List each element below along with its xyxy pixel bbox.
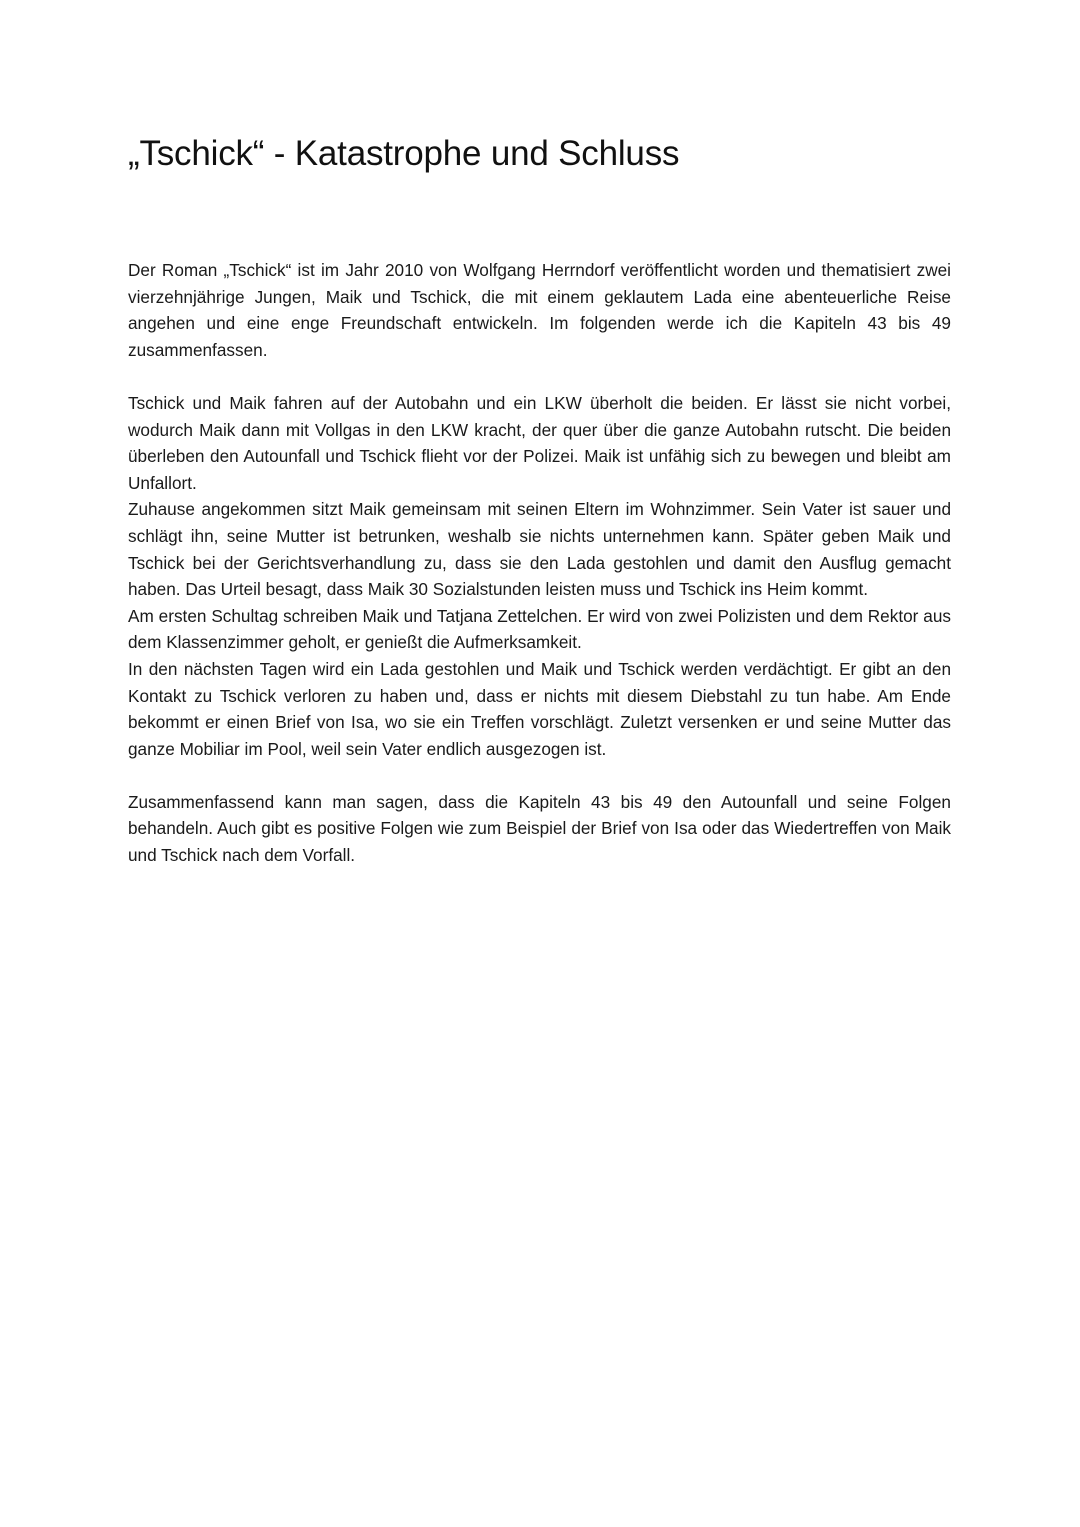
- conclusion-paragraph: Zusammenfassend kann man sagen, dass die Kapiteln 43 bis 49 den Autounfall und seine Folgen behandeln. Auch gibt es positive Folgen wie zum Beispiel der Brief von Isa oder das Wiedertreffen von Maik und Tschick nach dem Vorfall.: [128, 791, 951, 866]
- summary-paragraph-ending: In den nächsten Tagen wird ein Lada gestohlen und Maik und Tschick werden verdächtigt. Er gibt an den Kontakt zu Tschick verloren zu haben und, dass er nichts mit diesem Diebstahl zu tun habe. Am Ende bekommt er einen Brief von Isa, wo sie ein Treffen vorschlägt. Zuletzt versenken er und seine Mutter das ganze Mobiliar im Pool, weil sein Vater endlich ausgezogen ist.: [128, 658, 951, 759]
- summary-paragraph-home-and-court: Zuhause angekommen sitzt Maik gemeinsam mit seinen Eltern im Wohnzimmer. Sein Vater ist sauer und schlägt ihn, seine Mutter ist betrunken, weshalb sie nichts unternehmen kann. Später geben Maik und Tschick bei der Gerichtsverhandlung zu, dass sie den Lada gestohlen und damit den Ausflug gemacht haben. Das Urteil besagt, dass Maik 30 Sozialstunden leisten muss und Tschick ins Heim kommt.: [128, 499, 951, 600]
- document-title: „Tschick“ - Katastrophe und Schluss: [128, 134, 680, 173]
- document-body: [128, 257, 951, 869]
- summary-paragraph-accident: Tschick und Maik fahren auf der Autobahn und ein LKW überholt die beiden. Er lässt sie nicht vorbei, wodurch Maik dann mit Vollgas in den LKW kracht, der quer über die ganze Autobahn rutscht. Die beiden überleben den Autounfall und Tschick flieht vor der Polizei. Maik ist unfähig sich zu bewegen und bleibt am Unfallort.: [128, 392, 951, 493]
- summary-paragraph-school: Am ersten Schultag schreiben Maik und Tatjana Zettelchen. Er wird von zwei Polizisten und dem Rektor aus dem Klassenzimmer geholt, er genießt die Aufmerksamkeit.: [128, 605, 951, 653]
- intro-paragraph: Der Roman „Tschick“ ist im Jahr 2010 von Wolfgang Herrndorf veröffentlicht worden und thematisiert zwei vierzehnjährige Jungen, Maik und Tschick, die mit einem geklautem Lada eine abenteuerliche Reise angehen und eine enge Freundschaft entwickeln. Im folgenden werde ich die Kapiteln 43 bis 49 zusammenfassen.: [128, 260, 951, 360]
- paragraph-gap: [128, 762, 951, 789]
- paragraph-gap: [128, 363, 951, 390]
